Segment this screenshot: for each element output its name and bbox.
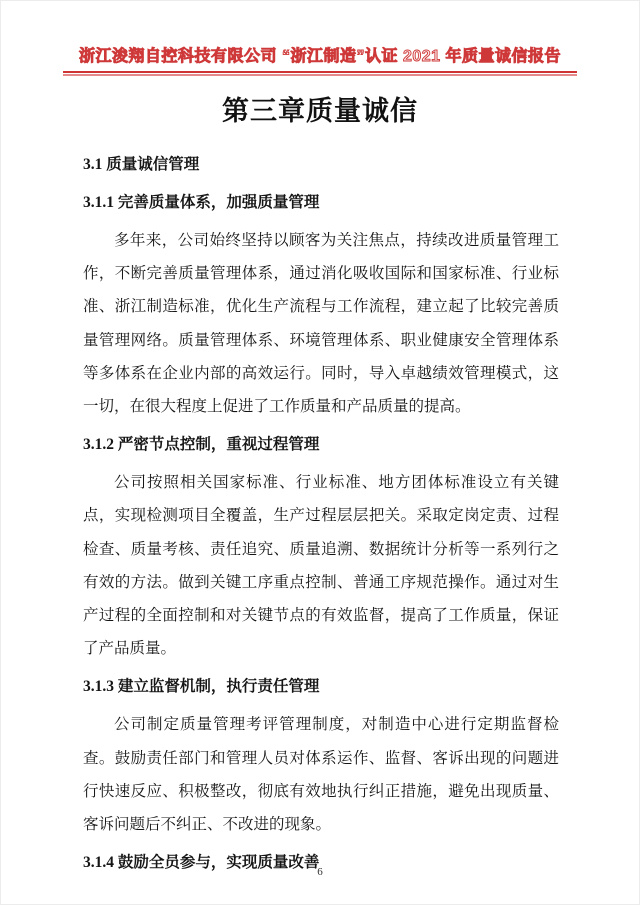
header-rule — [63, 71, 577, 76]
section-heading: 3.1.4 鼓励全员参与，实现质量改善 — [83, 854, 320, 872]
section-heading: 3.1 质量诚信管理 — [83, 156, 200, 173]
chapter-title: 第三章质量诚信 — [222, 96, 418, 126]
header-rule-bottom — [63, 74, 577, 76]
document-content — [83, 143, 559, 879]
page-header — [63, 43, 577, 76]
report-title: “浙江制造”认证 2021 年质量诚信报告 — [282, 48, 561, 65]
company-name: 浙江浚翔自控科技有限公司 — [79, 48, 278, 65]
paragraph: 公司制定质量管理考评管理制度，对制造中心进行定期监督检查。鼓励责任部门和管理人员对体系运作、监督、客诉出现的问题进行快速反应、积极整改，彻底有效地执行纠正措施，避免出现质量、客诉问题后不纠正、不改进的现象。 — [83, 716, 559, 834]
paragraph: 公司按照相关国家标准、行业标准、地方团体标准设立有关键点，实现检测项目全覆盖，生产过程层层把关。采取定岗定责、过程检查、质量考核、责任追究、质量追溯、数据统计分析等一系列行之有效的方法。做到关键工序重点控制、普通工序规范操作。通过对生产过程的全面控制和对关键节点的有效监督，提高了工作质量，保证了产品质量。 — [83, 474, 559, 658]
paragraph: 多年来，公司始终坚持以顾客为关注焦点，持续改进质量管理工作，不断完善质量管理体系，通过消化吸收国际和国家标准、行业标准、浙江制造标准，优化生产流程与工作流程，建立起了比较完善质量管理网络。质量管理体系、环境管理体系、职业健康安全管理体系等多体系在企业内部的高效运行。同时，导入卓越绩效管理模式，这一切，在很大程度上促进了工作质量和产品质量的提高。 — [83, 232, 559, 416]
section-heading: 3.1.2 严密节点控制，重视过程管理 — [83, 436, 320, 454]
page-header-row — [63, 43, 577, 66]
section-heading: 3.1.1 完善质量体系，加强质量管理 — [83, 194, 320, 211]
section-heading: 3.1.3 建立监督机制，执行责任管理 — [83, 678, 320, 696]
page-number: 6 — [317, 866, 323, 878]
page-footer — [1, 866, 639, 878]
